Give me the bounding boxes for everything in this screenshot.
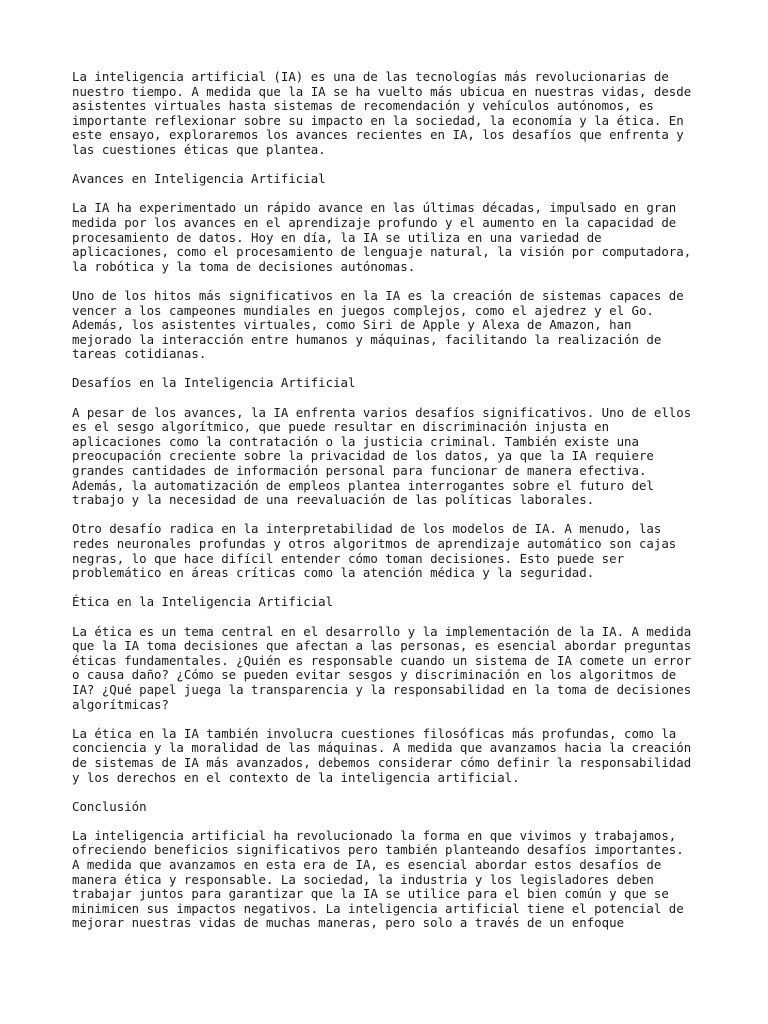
text-line: es el sesgo algorítmico, que puede resultar en discriminación injusta en [72, 419, 610, 435]
heading-text: Avances en Inteligencia Artificial [72, 171, 326, 187]
text-line: La inteligencia artificial (IA) es una de las tecnologías más revolucionarias de [72, 69, 669, 84]
section-heading-avances [72, 172, 712, 187]
text-line: Además, los asistentes virtuales, como Siri de Apple y Alexa de Amazon, han [72, 317, 632, 333]
text-line: importante reflexionar sobre su impacto en la sociedad, la economía y la ética. En [72, 112, 684, 128]
text-line: La IA ha experimentado un rápido avance en las últimas décadas, impulsado en gran [72, 200, 677, 216]
text-line: y los derechos en el contexto de la inteligencia artificial. [72, 769, 520, 785]
text-line: éticas fundamentales. ¿Quién es responsable cuando un sistema de IA comete un error [72, 652, 692, 668]
text-line: A pesar de los avances, la IA enfrenta varios desafíos significativos. Uno de ellos [72, 404, 692, 420]
text-line: La inteligencia artificial ha revolucionado la forma en que vivimos y trabajamos, [72, 827, 677, 843]
text-line: Uno de los hitos más significativos en la IA es la creación de sistemas capaces de [72, 287, 684, 303]
text-line: La ética en la IA también involucra cuestiones filosóficas más profundas, como la [72, 725, 677, 741]
text-line: grandes cantidades de información personal para funcionar de manera efectiva. [72, 463, 647, 479]
text-line: ofreciendo beneficios significativos pero también planteando desafíos importantes. [72, 842, 684, 858]
text-line: negras, lo que hace difícil entender cómo toman decisiones. Esto puede ser [72, 550, 625, 566]
text-line: problemático en áreas críticas como la atención médica y la seguridad. [72, 565, 595, 581]
text-line: la robótica y la toma de decisiones autónomas. [72, 258, 416, 274]
etica-paragraph-2 [72, 727, 712, 785]
heading-text: Ética en la Inteligencia Artificial [72, 594, 334, 610]
text-line: procesamiento de datos. Hoy en día, la IA se utiliza en una variedad de [72, 229, 602, 245]
conclusion-paragraph [72, 829, 712, 931]
desafios-paragraph-1 [72, 406, 712, 508]
text-line: IA? ¿Qué papel juega la transparencia y la responsabilidad en la toma de decisiones [72, 681, 692, 697]
text-line: manera ética y responsable. La sociedad, la industria y los legisladores deben [72, 871, 654, 887]
text-line: nuestro tiempo. A medida que la IA se ha vuelto más ubicua en nuestras vidas, desde [72, 83, 692, 99]
text-line: aplicaciones, como el procesamiento de lenguaje natural, la visión por computadora, [72, 244, 692, 260]
text-line: vencer a los campeones mundiales en juegos complejos, como el ajedrez y el Go. [72, 302, 654, 318]
text-line: asistentes virtuales hasta sistemas de recomendación y vehículos autónomos, es [72, 98, 654, 114]
avances-paragraph-1 [72, 201, 712, 274]
etica-paragraph-1 [72, 625, 712, 713]
text-line: este ensayo, exploraremos los avances recientes en IA, los desafíos que enfrenta y [72, 127, 684, 143]
text-line: mejorar nuestras vidas de muchas maneras, pero solo a través de un enfoque [72, 915, 625, 931]
desafios-paragraph-2 [72, 522, 712, 580]
section-heading-etica [72, 595, 712, 610]
text-line: algorítmicas? [72, 696, 169, 712]
avances-paragraph-2 [72, 289, 712, 362]
text-line: Además, la automatización de empleos plantea interrogantes sobre el futuro del [72, 477, 654, 493]
text-line: preocupación creciente sobre la privacidad de los datos, ya que la IA requiere [72, 448, 654, 464]
document-page [72, 70, 712, 946]
text-line: Otro desafío radica en la interpretabilidad de los modelos de IA. A menudo, las [72, 521, 662, 537]
section-heading-desafios [72, 376, 712, 391]
text-line: tareas cotidianas. [72, 346, 207, 362]
text-line: redes neuronales profundas y otros algoritmos de aprendizaje automático son cajas [72, 536, 677, 551]
text-line: de sistemas de IA más avanzados, debemos considerar cómo definir la responsabilidad [72, 754, 692, 770]
text-line: conciencia y la moralidad de las máquinas. A medida que avanzamos hacia la creación [72, 740, 692, 756]
text-line: La ética es un tema central en el desarrollo y la implementación de la IA. A medida [72, 623, 692, 639]
text-line: mejorado la interacción entre humanos y máquinas, facilitando la realización de [72, 331, 662, 347]
text-line: las cuestiones éticas que plantea. [72, 141, 326, 157]
text-line: trabajar juntos para garantizar que la IA se utilice para el bien común y que se [72, 886, 669, 902]
text-line: o causa daño? ¿Cómo se pueden evitar sesgos y discriminación en los algoritmos de [72, 667, 677, 683]
intro-paragraph [72, 70, 712, 158]
text-line: medida por los avances en el aprendizaje profundo y el aumento en la capacidad de [72, 214, 677, 230]
text-line: trabajo y la necesidad de una reevaluación de las políticas laborales. [72, 492, 595, 508]
text-line: A medida que avanzamos en esta era de IA, es esencial abordar estos desafíos de [72, 857, 662, 873]
text-line: aplicaciones como la contratación o la justicia criminal. También existe una [72, 433, 639, 449]
text-line: minimicen sus impactos negativos. La inteligencia artificial tiene el potencial de [72, 900, 684, 916]
heading-text: Desafíos en la Inteligencia Artificial [72, 375, 356, 391]
text-line: que la IA toma decisiones que afectan a las personas, es esencial abordar preguntas [72, 638, 692, 654]
heading-text: Conclusión [72, 798, 147, 814]
section-heading-conclusion [72, 800, 712, 815]
